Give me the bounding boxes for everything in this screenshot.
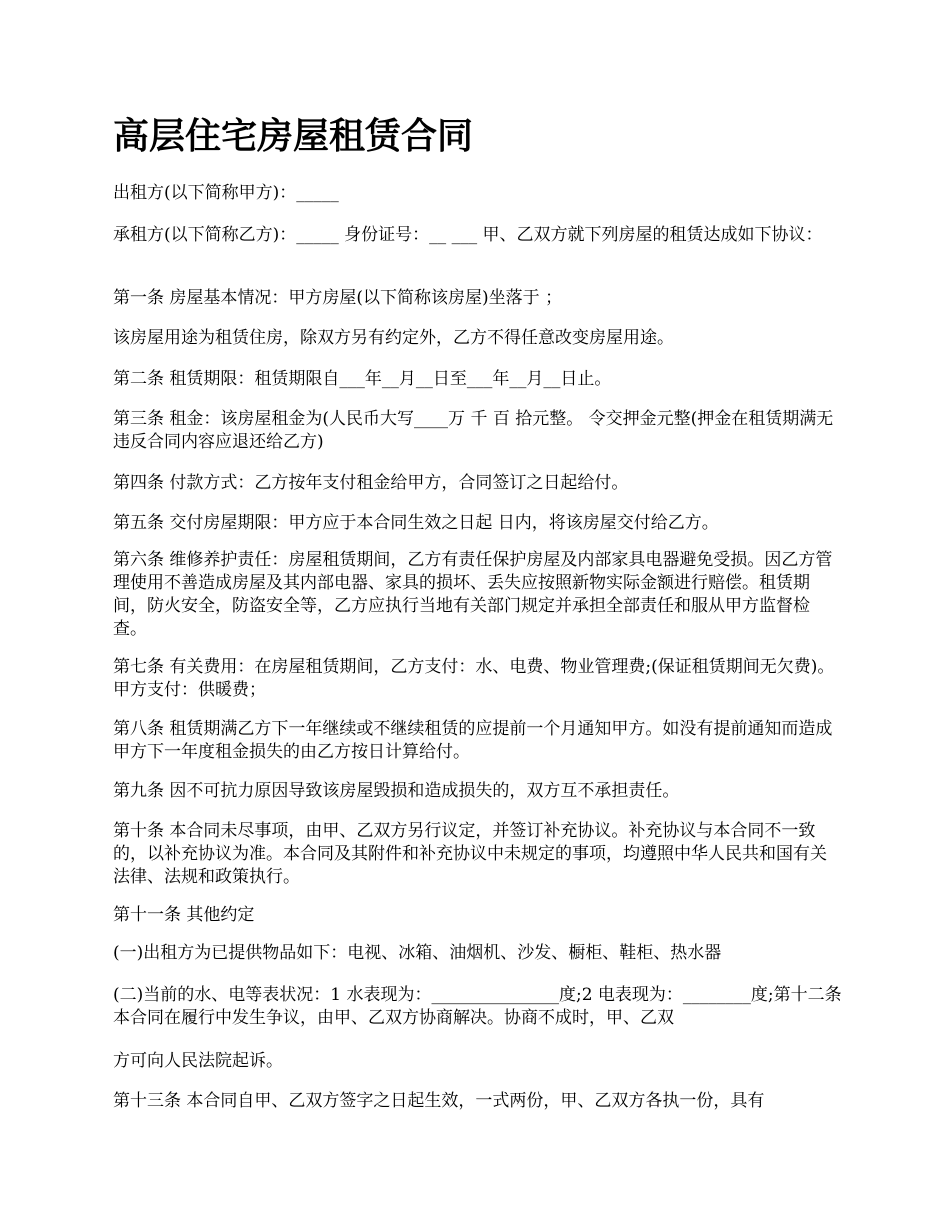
- paragraph-article-9: 第九条 因不可抗力原因导致该房屋毁损和造成损失的，双方互不承担责任。: [113, 781, 680, 801]
- paragraph-article-4: 第四条 付款方式：乙方按年支付租金给甲方，合同签订之日起给付。: [113, 473, 629, 493]
- paragraph-article-5: 第五条 交付房屋期限：甲方应于本合同生效之日起 日内，将该房屋交付给乙方。: [113, 513, 719, 533]
- page-title: 高层住宅房屋租赁合同: [113, 115, 474, 157]
- paragraph-lessee: 承租方(以下简称乙方)：_____ 身份证号：__ ___ 甲、乙双方就下列房屋的租赁达成如下协议：: [113, 225, 823, 245]
- paragraph-house-usage: 该房屋用途为租赁住房，除双方另有约定外，乙方不得任意改变房屋用途。: [113, 328, 674, 348]
- paragraph-court: 方可向人民法院起诉。: [113, 1051, 283, 1071]
- paragraph-lessor: 出租方(以下简称甲方)：_____: [113, 183, 339, 203]
- paragraph-article-2: 第二条 租赁期限：租赁期限自___年__月__日至___年__月__日止。: [113, 369, 612, 389]
- paragraph-article-10: 第十条 本合同未尽事项，由甲、乙双方另行议定，并签订补充协议。补充协议与本合同不一致的，以补充协议为准。本合同及其附件和补充协议中未规定的事项，均遵照中华人民共和国有关法律、法规和政策执行。: [113, 821, 827, 887]
- paragraph-provided-items: (一)出租方为已提供物品如下：电视、冰箱、油烟机、沙发、橱柜、鞋柜、热水器: [113, 943, 722, 963]
- paragraph-article-7: 第七条 有关费用：在房屋租赁期间，乙方支付：水、电费、物业管理费;(保证租赁期间无欠费)。甲方支付：供暖费；: [113, 657, 835, 700]
- paragraph-article-3: 第三条 租金：该房屋租金为(人民币大写____万 千 百 拾元整。 令交押金元整(押金在租赁期满无违反合同内容应退还给乙方): [113, 409, 834, 452]
- paragraph-article-11: 第十一条 其他约定: [113, 905, 255, 925]
- paragraph-article-13: 第十三条 本合同自甲、乙双方签字之日起生效，一式两份，甲、乙双方各执一份，具有: [113, 1091, 765, 1111]
- paragraph-article-1: 第一条 房屋基本情况：甲方房屋(以下简称该房屋)坐落于 ；: [113, 288, 563, 308]
- paragraph-article-6: 第六条 维修养护责任：房屋租赁期间，乙方有责任保护房屋及内部家具电器避免受损。因乙方管理使用不善造成房屋及其内部电器、家具的损坏、丢失应按照新物实际金额进行赔偿。租赁期间，防火安全，防盗安全等，乙方应执行当地有关部门规定并承担全部责任和服从甲方监督检查。: [113, 550, 833, 639]
- paragraph-article-8: 第八条 租赁期满乙方下一年继续或不继续租赁的应提前一个月通知甲方。如没有提前通知而造成甲方下一年度租金损失的由乙方按日计算给付。: [113, 719, 833, 762]
- paragraph-meter-status: (二)当前的水、电等表状况：1 水表现为：_______________度;2 电表现为：________度;第十二条 本合同在履行中发生争议，由甲、乙双方协商解决。协商不成时，甲、乙双: [113, 985, 842, 1028]
